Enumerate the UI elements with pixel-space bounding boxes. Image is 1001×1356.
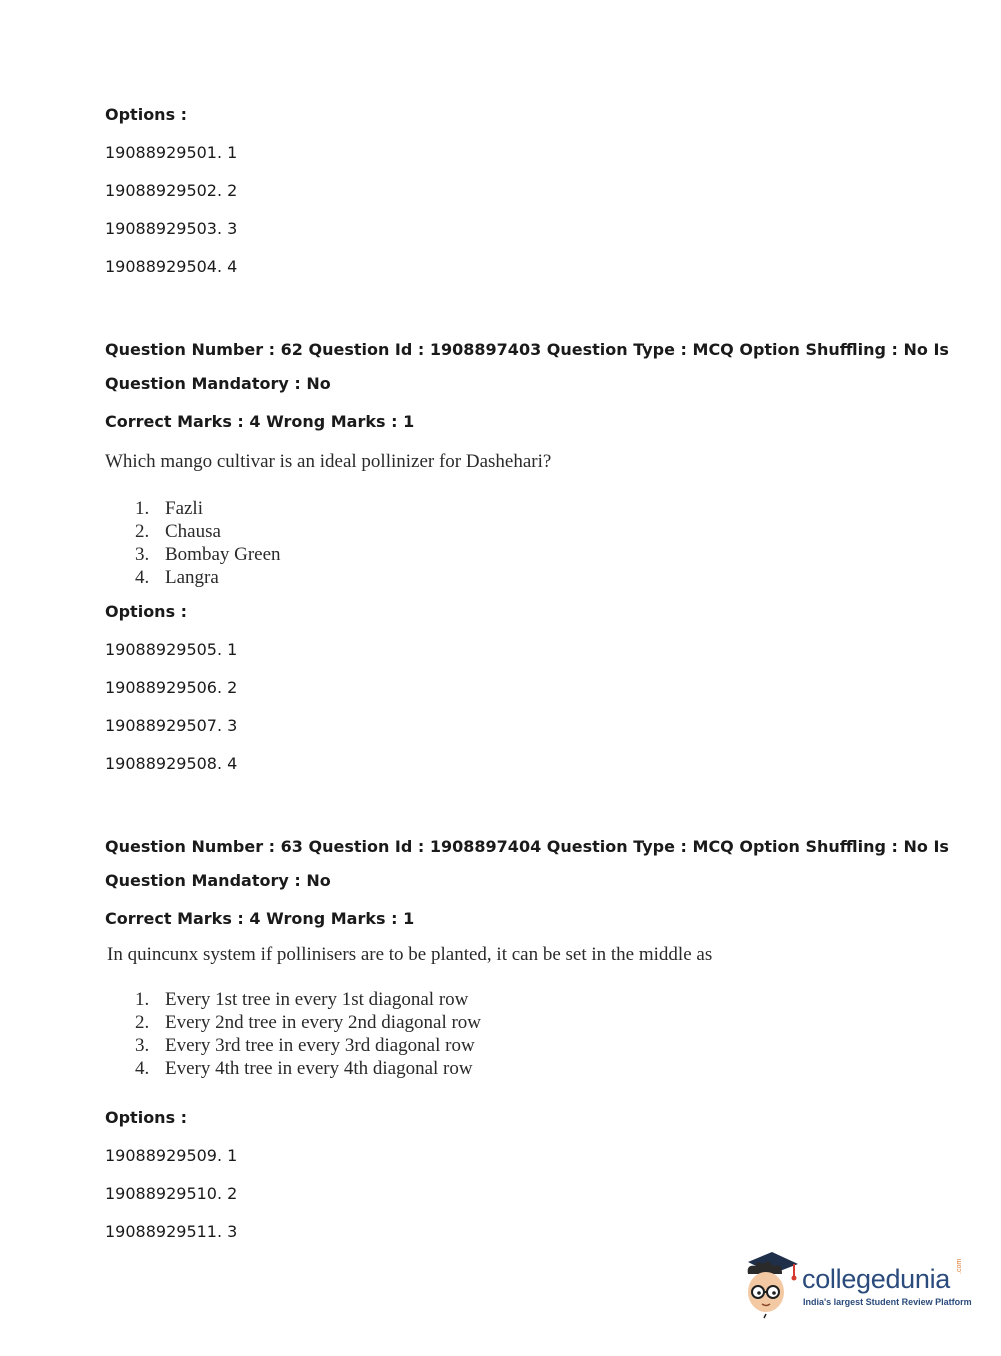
choice-text: Every 3rd tree in every 3rd diagonal row — [165, 1035, 475, 1056]
choice-number: 3. — [135, 544, 150, 565]
answer-choice — [135, 520, 281, 543]
logo-domain-suffix: .com — [956, 1258, 963, 1274]
logo-tagline: India's largest Student Review Platform — [803, 1297, 972, 1307]
question-mandatory: Question Mandatory : No — [105, 374, 331, 393]
mascot-icon — [742, 1248, 800, 1320]
choice-number: 1. — [135, 498, 150, 519]
answer-choice-list — [135, 497, 281, 589]
option-item: 19088929502. 2 — [105, 181, 238, 200]
option-item: 19088929511. 3 — [105, 1222, 238, 1241]
option-item: 19088929507. 3 — [105, 716, 238, 735]
answer-choice — [135, 543, 281, 566]
question-text: In quincunx system if pollinisers are to be planted, it can be set in the middle as — [107, 944, 713, 965]
choice-text: Chausa — [165, 521, 221, 542]
options-label: Options : — [105, 602, 188, 621]
option-item: 19088929508. 4 — [105, 754, 238, 773]
options-label: Options : — [105, 1108, 188, 1127]
option-item: 19088929505. 1 — [105, 640, 238, 659]
collegedunia-logo — [742, 1248, 972, 1320]
choice-number: 2. — [135, 521, 150, 542]
question-marks: Correct Marks : 4 Wrong Marks : 1 — [105, 412, 415, 431]
answer-choice — [135, 988, 481, 1011]
answer-choice — [135, 1057, 481, 1080]
answer-choice — [135, 497, 281, 520]
choice-text: Every 2nd tree in every 2nd diagonal row — [165, 1012, 482, 1033]
choice-number: 3. — [135, 1035, 150, 1056]
choice-number: 4. — [135, 1058, 150, 1079]
question-header: Question Number : 63 Question Id : 1908897404 Question Type : MCQ Option Shuffling : No Is — [105, 837, 949, 856]
option-item: 19088929503. 3 — [105, 219, 238, 238]
options-label: Options : — [105, 105, 188, 124]
option-item: 19088929510. 2 — [105, 1184, 238, 1203]
option-item: 19088929501. 1 — [105, 143, 238, 162]
option-item: 19088929504. 4 — [105, 257, 238, 276]
question-text: Which mango cultivar is an ideal pollinizer for Dashehari? — [105, 451, 552, 472]
option-item: 19088929509. 1 — [105, 1146, 238, 1165]
answer-choice — [135, 1011, 481, 1034]
logo-wordmark: collegedunia — [802, 1264, 951, 1294]
choice-number: 2. — [135, 1012, 150, 1033]
choice-text: Langra — [165, 567, 219, 588]
choice-number: 1. — [135, 989, 150, 1010]
choice-text: Fazli — [165, 498, 203, 519]
question-header: Question Number : 62 Question Id : 1908897403 Question Type : MCQ Option Shuffling : No Is — [105, 340, 949, 359]
choice-number: 4. — [135, 567, 150, 588]
answer-choice-list — [135, 988, 481, 1080]
answer-choice — [135, 1034, 481, 1057]
choice-text: Every 4th tree in every 4th diagonal row — [165, 1058, 473, 1079]
question-mandatory: Question Mandatory : No — [105, 871, 331, 890]
answer-choice — [135, 566, 281, 589]
choice-text: Bombay Green — [165, 544, 281, 565]
question-marks: Correct Marks : 4 Wrong Marks : 1 — [105, 909, 415, 928]
option-item: 19088929506. 2 — [105, 678, 238, 697]
choice-text: Every 1st tree in every 1st diagonal row — [165, 989, 469, 1010]
